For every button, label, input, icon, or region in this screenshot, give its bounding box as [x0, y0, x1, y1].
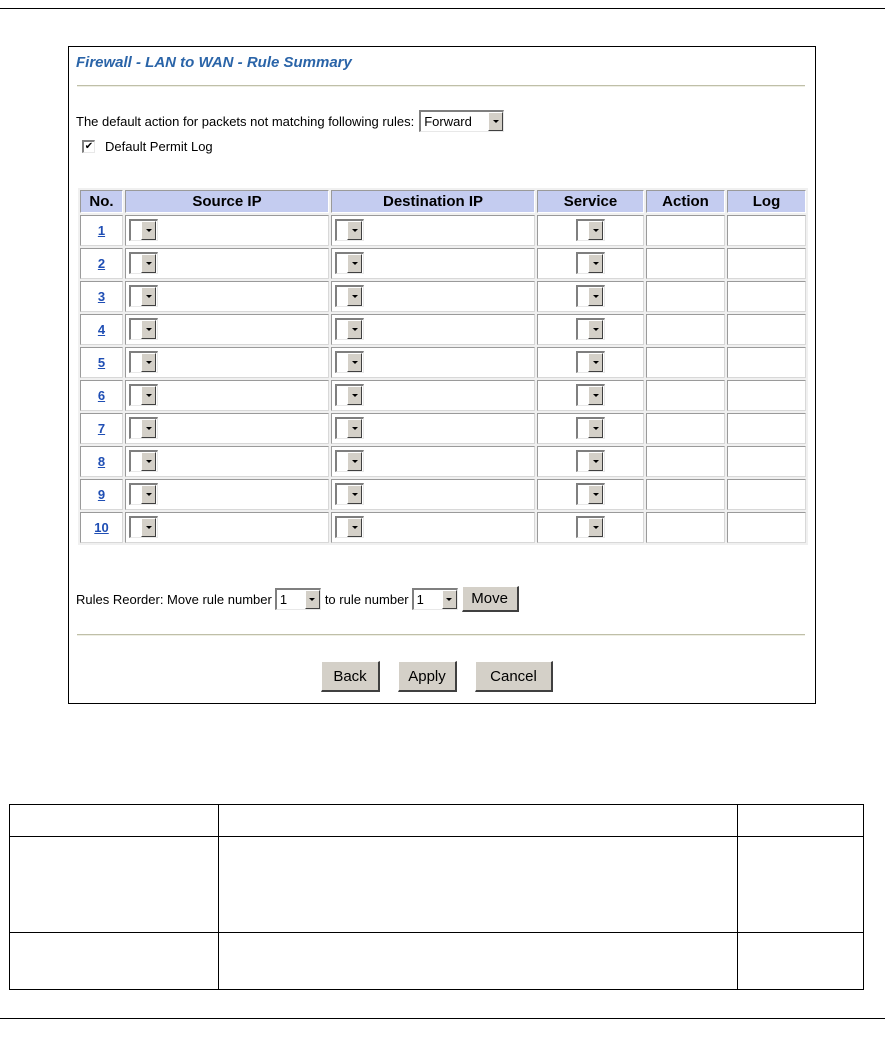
- log-cell: [727, 380, 806, 411]
- move-to-select[interactable]: [412, 588, 458, 610]
- source-ip-cell: [125, 380, 329, 411]
- table-row: [80, 248, 806, 279]
- destination-ip-cell: [331, 347, 535, 378]
- rule-number-cell: [80, 512, 123, 543]
- chevron-down-icon[interactable]: [588, 485, 603, 504]
- default-action-select[interactable]: [419, 110, 504, 132]
- rule-number-cell: [80, 479, 123, 510]
- service-select[interactable]: [576, 351, 605, 373]
- cancel-button[interactable]: Cancel: [475, 661, 553, 692]
- apply-button[interactable]: Apply: [398, 661, 457, 692]
- rule-number-cell: [80, 380, 123, 411]
- rule-number-cell: [80, 281, 123, 312]
- table-row: [80, 347, 806, 378]
- log-cell: [727, 347, 806, 378]
- chevron-down-icon[interactable]: [588, 452, 603, 471]
- default-action-label: The default action for packets not matching following rules:: [76, 113, 415, 129]
- action-cell: [646, 446, 725, 477]
- service-cell: [537, 248, 644, 279]
- chevron-down-icon[interactable]: [588, 386, 603, 405]
- rule-number-link[interactable]: 10: [94, 520, 109, 535]
- rule-summary-table: [78, 188, 808, 545]
- service-select[interactable]: [576, 285, 605, 307]
- permit-log-row: [82, 139, 213, 154]
- back-button[interactable]: Back: [321, 661, 380, 692]
- reorder-label: Rules Reorder: Move rule number: [76, 591, 272, 607]
- rule-number-link[interactable]: 5: [97, 355, 106, 370]
- header-action: Action: [646, 190, 725, 213]
- chevron-down-icon[interactable]: [141, 353, 156, 372]
- source-ip-cell: [125, 248, 329, 279]
- footer-buttons: [321, 661, 553, 692]
- destination-ip-select[interactable]: [335, 483, 364, 505]
- page-title: Firewall - LAN to WAN - Rule Summary: [76, 54, 352, 71]
- default-action-row: [76, 110, 504, 132]
- action-cell: [646, 512, 725, 543]
- default-permit-log-checkbox[interactable]: ✔: [82, 140, 95, 153]
- table-cell: [10, 805, 219, 837]
- destination-ip-select[interactable]: [335, 384, 364, 406]
- table-cell: [10, 933, 219, 990]
- destination-ip-cell: [331, 479, 535, 510]
- chevron-down-icon[interactable]: [141, 221, 156, 240]
- source-ip-select[interactable]: [129, 318, 158, 340]
- move-from-value: 1: [279, 592, 288, 607]
- source-ip-select[interactable]: [129, 516, 158, 538]
- destination-ip-select[interactable]: [335, 252, 364, 274]
- destination-ip-cell: [331, 380, 535, 411]
- move-button[interactable]: Move: [462, 586, 519, 612]
- destination-ip-select[interactable]: [335, 219, 364, 241]
- table-row: [80, 512, 806, 543]
- service-select[interactable]: [576, 252, 605, 274]
- to-rule-label: to rule number: [324, 591, 409, 607]
- source-ip-cell: [125, 479, 329, 510]
- rule-number-link[interactable]: 3: [97, 289, 106, 304]
- rule-number-cell: [80, 347, 123, 378]
- table-cell: [10, 837, 219, 933]
- source-ip-select[interactable]: [129, 351, 158, 373]
- action-cell: [646, 479, 725, 510]
- table-cell: [738, 933, 864, 990]
- footer-divider: [77, 634, 805, 636]
- log-cell: [727, 512, 806, 543]
- source-ip-select[interactable]: [129, 417, 158, 439]
- source-ip-cell: [125, 512, 329, 543]
- chevron-down-icon[interactable]: [141, 518, 156, 537]
- page-top-rule: [0, 8, 885, 9]
- service-cell: [537, 479, 644, 510]
- rule-number-cell: [80, 248, 123, 279]
- rule-number-link[interactable]: 8: [97, 454, 106, 469]
- table-cell: [219, 805, 738, 837]
- move-to-value: 1: [416, 592, 424, 607]
- service-cell: [537, 281, 644, 312]
- destination-ip-cell: [331, 215, 535, 246]
- chevron-down-icon[interactable]: [141, 320, 156, 339]
- service-select[interactable]: [576, 417, 605, 439]
- rule-number-cell: [80, 215, 123, 246]
- destination-ip-select[interactable]: [335, 516, 364, 538]
- chevron-down-icon[interactable]: [347, 386, 362, 405]
- header-destination-ip: Destination IP: [331, 190, 535, 213]
- destination-ip-select[interactable]: [335, 417, 364, 439]
- move-from-select[interactable]: [275, 588, 321, 610]
- table-row: [80, 314, 806, 345]
- service-select[interactable]: [576, 384, 605, 406]
- table-row: [80, 380, 806, 411]
- table-cell: [219, 933, 738, 990]
- table-cell: [738, 837, 864, 933]
- service-cell: [537, 314, 644, 345]
- rule-number-link[interactable]: 6: [97, 388, 106, 403]
- chevron-down-icon[interactable]: [141, 386, 156, 405]
- destination-ip-select[interactable]: [335, 351, 364, 373]
- destination-ip-cell: [331, 314, 535, 345]
- default-permit-log-label: Default Permit Log: [105, 139, 213, 154]
- chevron-down-icon[interactable]: [141, 254, 156, 273]
- log-cell: [727, 215, 806, 246]
- title-divider: [77, 85, 805, 87]
- rule-number-cell: [80, 413, 123, 444]
- chevron-down-icon[interactable]: [347, 320, 362, 339]
- chevron-down-icon[interactable]: [305, 590, 320, 609]
- table-row: [80, 413, 806, 444]
- chevron-down-icon[interactable]: [141, 419, 156, 438]
- table-cell: [219, 837, 738, 933]
- table-row: [10, 805, 864, 837]
- service-cell: [537, 512, 644, 543]
- source-ip-cell: [125, 215, 329, 246]
- rule-number-link[interactable]: 2: [97, 256, 106, 271]
- table-row: [10, 837, 864, 933]
- chevron-down-icon[interactable]: [588, 419, 603, 438]
- source-ip-select[interactable]: [129, 252, 158, 274]
- chevron-down-icon[interactable]: [347, 353, 362, 372]
- service-select[interactable]: [576, 516, 605, 538]
- description-table: [9, 804, 864, 990]
- action-cell: [646, 215, 725, 246]
- page-bottom-rule: [0, 1018, 885, 1019]
- service-select[interactable]: [576, 450, 605, 472]
- chevron-down-icon[interactable]: [588, 320, 603, 339]
- rules-reorder-row: [76, 586, 519, 612]
- table-row: [80, 446, 806, 477]
- header-source-ip: Source IP: [125, 190, 329, 213]
- destination-ip-cell: [331, 281, 535, 312]
- header-log: Log: [727, 190, 806, 213]
- chevron-down-icon[interactable]: [347, 221, 362, 240]
- chevron-down-icon[interactable]: [347, 518, 362, 537]
- table-header-row: [80, 190, 806, 213]
- chevron-down-icon[interactable]: [347, 287, 362, 306]
- rule-number-link[interactable]: 4: [97, 322, 106, 337]
- service-select[interactable]: [576, 483, 605, 505]
- action-cell: [646, 248, 725, 279]
- source-ip-cell: [125, 413, 329, 444]
- source-ip-select[interactable]: [129, 384, 158, 406]
- service-cell: [537, 380, 644, 411]
- destination-ip-cell: [331, 446, 535, 477]
- chevron-down-icon[interactable]: [442, 590, 457, 609]
- log-cell: [727, 314, 806, 345]
- source-ip-cell: [125, 446, 329, 477]
- destination-ip-select[interactable]: [335, 285, 364, 307]
- service-cell: [537, 446, 644, 477]
- chevron-down-icon[interactable]: [588, 221, 603, 240]
- source-ip-cell: [125, 314, 329, 345]
- service-select[interactable]: [576, 219, 605, 241]
- source-ip-select[interactable]: [129, 450, 158, 472]
- source-ip-select[interactable]: [129, 219, 158, 241]
- log-cell: [727, 479, 806, 510]
- service-cell: [537, 413, 644, 444]
- chevron-down-icon[interactable]: [588, 518, 603, 537]
- source-ip-cell: [125, 347, 329, 378]
- destination-ip-select[interactable]: [335, 318, 364, 340]
- action-cell: [646, 281, 725, 312]
- table-row: [80, 215, 806, 246]
- table-row: [10, 933, 864, 990]
- action-cell: [646, 347, 725, 378]
- chevron-down-icon[interactable]: [141, 452, 156, 471]
- firewall-rule-summary-panel: [68, 46, 816, 704]
- action-cell: [646, 413, 725, 444]
- rule-number-link[interactable]: 9: [97, 487, 106, 502]
- default-action-value: Forward: [424, 114, 472, 129]
- destination-ip-select[interactable]: [335, 450, 364, 472]
- action-cell: [646, 380, 725, 411]
- source-ip-select[interactable]: [129, 483, 158, 505]
- source-ip-select[interactable]: [129, 285, 158, 307]
- chevron-down-icon[interactable]: [588, 254, 603, 273]
- rule-number-cell: [80, 446, 123, 477]
- chevron-down-icon[interactable]: [588, 287, 603, 306]
- rule-number-cell: [80, 314, 123, 345]
- header-service: Service: [537, 190, 644, 213]
- source-ip-cell: [125, 281, 329, 312]
- header-no: No.: [80, 190, 123, 213]
- chevron-down-icon[interactable]: [141, 287, 156, 306]
- rule-number-link[interactable]: 7: [97, 421, 106, 436]
- table-row: [80, 281, 806, 312]
- log-cell: [727, 281, 806, 312]
- log-cell: [727, 446, 806, 477]
- destination-ip-cell: [331, 248, 535, 279]
- chevron-down-icon[interactable]: [141, 485, 156, 504]
- chevron-down-icon[interactable]: [488, 112, 503, 131]
- chevron-down-icon[interactable]: [347, 254, 362, 273]
- table-row: [80, 479, 806, 510]
- log-cell: [727, 248, 806, 279]
- service-cell: [537, 215, 644, 246]
- chevron-down-icon[interactable]: [588, 353, 603, 372]
- chevron-down-icon[interactable]: [347, 485, 362, 504]
- service-select[interactable]: [576, 318, 605, 340]
- table-cell: [738, 805, 864, 837]
- log-cell: [727, 413, 806, 444]
- destination-ip-cell: [331, 413, 535, 444]
- chevron-down-icon[interactable]: [347, 419, 362, 438]
- rule-number-link[interactable]: 1: [97, 223, 106, 238]
- destination-ip-cell: [331, 512, 535, 543]
- service-cell: [537, 347, 644, 378]
- action-cell: [646, 314, 725, 345]
- chevron-down-icon[interactable]: [347, 452, 362, 471]
